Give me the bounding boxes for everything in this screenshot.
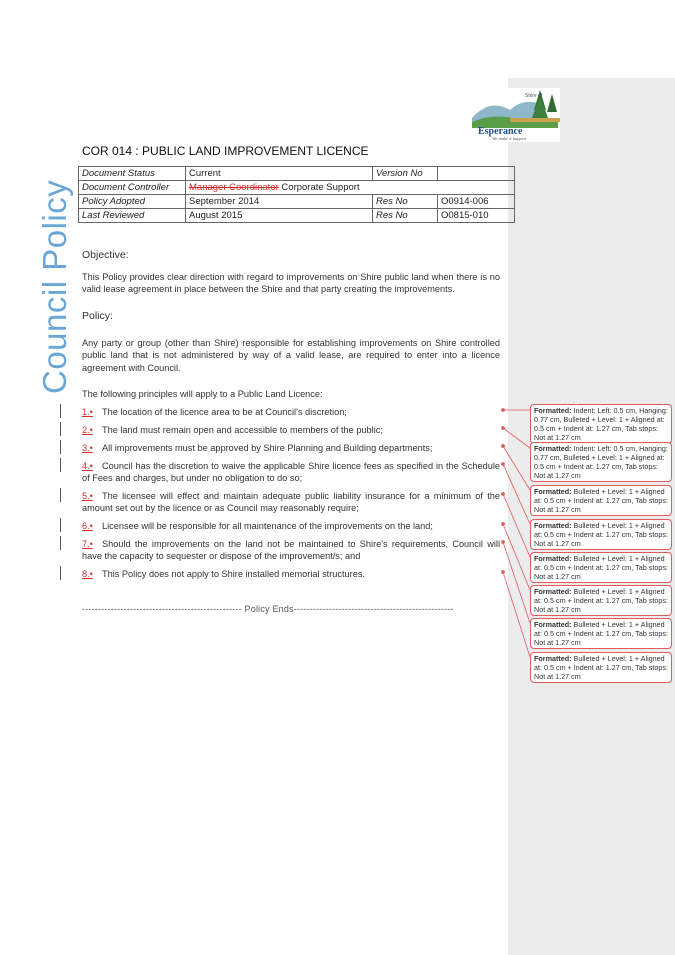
list-text: Should the improvements on the land not be maintained to Shire's requirements, Council will have the capacity to sequester or dispose of the improvement/s; and xyxy=(82,539,500,562)
page-title: COR 014 : PUBLIC LAND IMPROVEMENT LICENCE xyxy=(82,144,369,158)
policy-ends-marker: -------------------------------------------------- Policy Ends-------------------------------------------------- xyxy=(82,604,454,614)
list-number: 6.• xyxy=(82,521,93,531)
list-number: 5.• xyxy=(82,491,93,501)
comment-text: Indent: Left: 0.5 cm, Hanging: 0.77 cm, Bulleted + Level: 1 + Aligned at: 0.5 cm + Indent at: 1.27 cm, Tab stops: Not at 1.27 cm xyxy=(534,444,668,480)
comment-label: Formatted: xyxy=(534,587,572,596)
adopted-value: September 2014 xyxy=(186,195,373,209)
svg-text:We make it happen: We make it happen xyxy=(492,136,526,141)
list-number: 2.• xyxy=(82,425,93,435)
format-comment[interactable] xyxy=(530,618,672,649)
comment-text: Bulleted + Level: 1 + Aligned at: 0.5 cm + Indent at: 1.27 cm, Tab stops: Not at 1.27 cm xyxy=(534,521,668,548)
list-text: This Policy does not apply to Shire installed memorial structures. xyxy=(102,569,365,579)
comment-text: Bulleted + Level: 1 + Aligned at: 0.5 cm + Indent at: 1.27 cm, Tab stops: Not at 1.27 cm xyxy=(534,487,668,514)
version-label: Version No xyxy=(373,167,438,181)
policy-text: Any party or group (other than Shire) responsible for establishing improvements on Shire controlled public land that is not administered by way of a valid lease, are required to enter into a licence agreement with Council. xyxy=(82,338,500,373)
format-comment[interactable] xyxy=(530,485,672,516)
res-label: Res No xyxy=(373,195,438,209)
comment-text: Bulleted + Level: 1 + Aligned at: 0.5 cm + Indent at: 1.27 cm, Tab stops: Not at 1.27 cm xyxy=(534,654,668,681)
objective-heading: Objective: xyxy=(82,249,129,261)
list-text: The licensee will effect and maintain adequate public liability insurance for a minimum of the amount set out by the licence or as Council may reasonably require; xyxy=(82,491,500,514)
comment-label: Formatted: xyxy=(534,521,572,530)
controller-label: Document Controller xyxy=(79,181,186,195)
controller-text: Corporate Support xyxy=(278,182,360,193)
side-title: Council Policy xyxy=(36,179,73,394)
svg-text:Esperance: Esperance xyxy=(478,126,523,137)
reviewed-label: Last Reviewed xyxy=(79,209,186,223)
svg-text:Shire of: Shire of xyxy=(525,93,543,99)
format-comment[interactable] xyxy=(530,404,672,444)
list-text: The land must remain open and accessible to members of the public; xyxy=(102,425,383,435)
comment-text: Bulleted + Level: 1 + Aligned at: 0.5 cm + Indent at: 1.27 cm, Tab stops: Not at 1.27 cm xyxy=(534,587,668,614)
format-comment[interactable] xyxy=(530,442,672,482)
res-value: O0815-010 xyxy=(438,209,515,223)
comment-text: Bulleted + Level: 1 + Aligned at: 0.5 cm + Indent at: 1.27 cm, Tab stops: Not at 1.27 cm xyxy=(534,554,668,581)
comment-text: Indent: Left: 0.5 cm, Hanging: 0.77 cm, Bulleted + Level: 1 + Aligned at: 0.5 cm + Indent at: 1.27 cm, Tab stops: Not at 1.27 cm xyxy=(534,406,668,442)
list-number: 3.• xyxy=(82,443,93,453)
comment-label: Formatted: xyxy=(534,444,572,453)
list-text: Licensee will be responsible for all maintenance of the improvements on the land; xyxy=(102,521,433,531)
res-label: Res No xyxy=(373,209,438,223)
res-value: O0914-006 xyxy=(438,195,515,209)
comment-label: Formatted: xyxy=(534,487,572,496)
comment-label: Formatted: xyxy=(534,654,572,663)
status-label: Document Status xyxy=(79,167,186,181)
comment-label: Formatted: xyxy=(534,620,572,629)
status-value: Current xyxy=(186,167,373,181)
format-comment[interactable] xyxy=(530,585,672,616)
list-number: 4.• xyxy=(82,461,93,471)
objective-text: This Policy provides clear direction with regard to improvements on Shire public land when there is no valid lease agreement in place between the Shire and that party creating the improvements. xyxy=(82,272,500,295)
list-text: Council has the discretion to waive the applicable Shire licence fees as specified in the Schedule of Fees and charges, but under no obligation to do so; xyxy=(82,461,500,484)
list-number: 8.• xyxy=(82,569,93,579)
list-number: 7.• xyxy=(82,539,93,549)
format-comment[interactable] xyxy=(530,519,672,550)
adopted-label: Policy Adopted xyxy=(79,195,186,209)
list-text: The location of the licence area to be at Council's discretion; xyxy=(102,407,347,417)
reviewed-value: August 2015 xyxy=(186,209,373,223)
format-comment[interactable] xyxy=(530,552,672,583)
principles-intro: The following principles will apply to a Public Land Licence: xyxy=(82,389,323,399)
list-text: All improvements must be approved by Shire Planning and Building departments; xyxy=(102,443,433,453)
format-comment[interactable] xyxy=(530,652,672,683)
comment-label: Formatted: xyxy=(534,406,572,415)
deleted-text: Manager Coordinator xyxy=(189,182,279,193)
comment-text: Bulleted + Level: 1 + Aligned at: 0.5 cm + Indent at: 1.27 cm, Tab stops: Not at 1.27 cm xyxy=(534,620,668,647)
comment-label: Formatted: xyxy=(534,554,572,563)
policy-heading: Policy: xyxy=(82,310,113,322)
list-number: 1.• xyxy=(82,407,93,417)
